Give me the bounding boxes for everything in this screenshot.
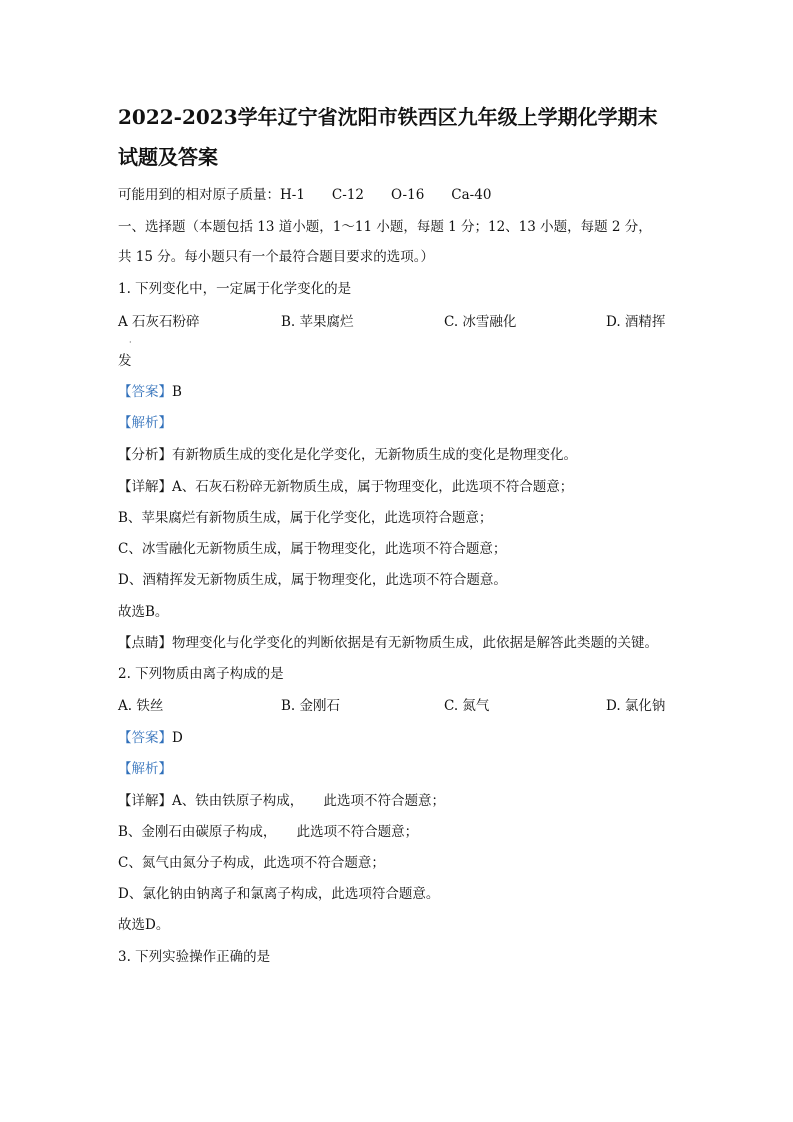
q2-detail-b: B、金刚石由碳原子构成， 此选项不符合题意；	[118, 824, 419, 840]
section-intro-2: 共 15 分。每小题只有一个最符合题目要求的选项。）	[118, 249, 435, 265]
q1-detail-c: C、冰雪融化无新物质生成，属于物理变化，此选项不符合题意；	[118, 541, 507, 557]
q2-stem: 2. 下列物质由离子构成的是	[118, 666, 284, 682]
answer-tag: 【答案】	[118, 730, 172, 746]
q1-detail-d: D、酒精挥发无新物质生成，属于物理变化，此选项不符合题意。	[118, 572, 507, 588]
q1-stem: 1. 下列变化中，一定属于化学变化的是	[118, 281, 352, 297]
answer-value: D	[172, 730, 183, 746]
q3-stem: 3. 下列实验操作正确的是	[118, 949, 271, 965]
detail-text: A、铁由铁原子构成， 此选项不符合题意；	[172, 793, 445, 809]
q1-option-c: C. 冰雪融化	[444, 314, 517, 330]
q1-fenxi	[118, 446, 577, 464]
q1-analysis-tag: 【解析】	[118, 415, 172, 431]
document-title-line2: 试题及答案	[118, 145, 218, 169]
atomic-masses: 可能用到的相对原子质量：H-1 C-12 O-16 Ca-40	[118, 187, 492, 203]
q2-option-b: B. 金刚石	[281, 698, 341, 714]
q2-detail-c: C、氮气由氮分子构成，此选项不符合题意；	[118, 855, 385, 871]
note-text: 物理变化与化学变化的判断依据是有无新物质生成，此依据是解答此类题的关键。	[172, 635, 658, 651]
answer-value: B	[172, 384, 182, 400]
detail-tag: 【详解】	[118, 793, 172, 809]
q2-option-d: D. 氯化钠	[606, 698, 666, 714]
note-tag: 【点睛】	[118, 635, 172, 651]
q1-conclusion: 故选B。	[118, 604, 169, 620]
section-intro-1: 一、选择题（本题包括 13 道小题，1～11 小题，每题 1 分；12、13 小题，每题 2 分，	[118, 219, 652, 235]
q2-detail-a	[118, 792, 445, 810]
q1-option-b: B. 苹果腐烂	[281, 314, 354, 330]
q1-option-a: A 石灰石粉碎	[118, 314, 200, 330]
fenxi-tag: 【分析】	[118, 447, 172, 463]
q2-detail-d: D、氯化钠由钠离子和氯离子构成，此选项符合题意。	[118, 886, 440, 902]
document-title-line1: 2022-2023学年辽宁省沈阳市铁西区九年级上学期化学期末	[118, 105, 658, 129]
q1-detail-b: B、苹果腐烂有新物质生成，属于化学变化，此选项符合题意；	[118, 510, 493, 526]
stray-dot-mark: ·	[129, 338, 132, 347]
q1-option-d: D. 酒精挥	[606, 314, 666, 330]
q1-detail-a	[118, 478, 573, 496]
q2-option-c: C. 氮气	[444, 698, 490, 714]
q2-conclusion: 故选D。	[118, 917, 170, 933]
detail-tag: 【详解】	[118, 479, 172, 495]
q2-option-a: A. 铁丝	[118, 698, 164, 714]
q1-answer	[118, 383, 182, 401]
detail-text: A、石灰石粉碎无新物质生成，属于物理变化，此选项不符合题意；	[172, 479, 574, 495]
fenxi-text: 有新物质生成的变化是化学变化，无新物质生成的变化是物理变化。	[172, 447, 577, 463]
answer-tag: 【答案】	[118, 384, 172, 400]
q1-option-wrap: 发	[118, 353, 132, 369]
q2-answer	[118, 729, 183, 747]
q1-note	[118, 634, 658, 652]
q2-analysis-tag: 【解析】	[118, 761, 172, 777]
